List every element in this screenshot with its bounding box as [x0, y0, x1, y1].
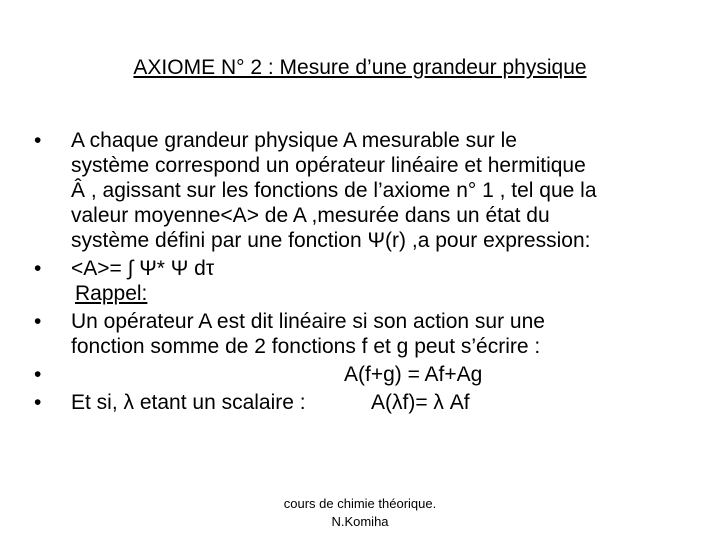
footer [250, 495, 470, 531]
list-item [0, 362, 720, 387]
bullet-icon: • [34, 363, 42, 386]
paragraph-line: système correspond un opérateur linéaire et hermitique [71, 154, 586, 177]
paragraph-line: Â , agissant sur les fonctions de l’axiome n° 1 , tel que la [71, 179, 597, 202]
list-item [0, 390, 720, 415]
bullet-icon: • [34, 310, 42, 333]
bullet-list [0, 128, 720, 415]
bullet-icon: • [34, 129, 42, 152]
bullet-icon: • [34, 391, 42, 414]
footer-course: cours de chimie théorique. [283, 496, 437, 511]
paragraph-line: Un opérateur A est dit linéaire si son action sur une [71, 310, 545, 333]
page-title: AXIOME N° 2 : Mesure d’une grandeur physique [133, 56, 587, 79]
expectation-formula: <A>= ∫ Ψ* Ψ dτ [71, 257, 215, 280]
list-item [0, 309, 720, 359]
list-item [0, 256, 720, 281]
bullet-icon: • [34, 257, 42, 280]
linearity-formula: A(f+g) = Af+Ag [344, 363, 483, 386]
rappel-heading: Rappel: [75, 282, 148, 305]
scalar-text: Et si, λ etant un scalaire : [71, 391, 306, 414]
list-item [0, 128, 720, 253]
paragraph-line: fonction somme de 2 fonctions f et g peut s’écrire : [71, 335, 541, 358]
footer-author: N.Komiha [331, 514, 389, 529]
scalar-formula: A(λf)= λ Af [371, 391, 470, 414]
paragraph-line: valeur moyenne<A> de A ,mesurée dans un état du [71, 204, 550, 227]
paragraph-line: système défini par une fonction Ψ(r) ,a pour expression: [71, 229, 591, 252]
paragraph-line: A chaque grandeur physique A mesurable sur le [71, 129, 517, 152]
